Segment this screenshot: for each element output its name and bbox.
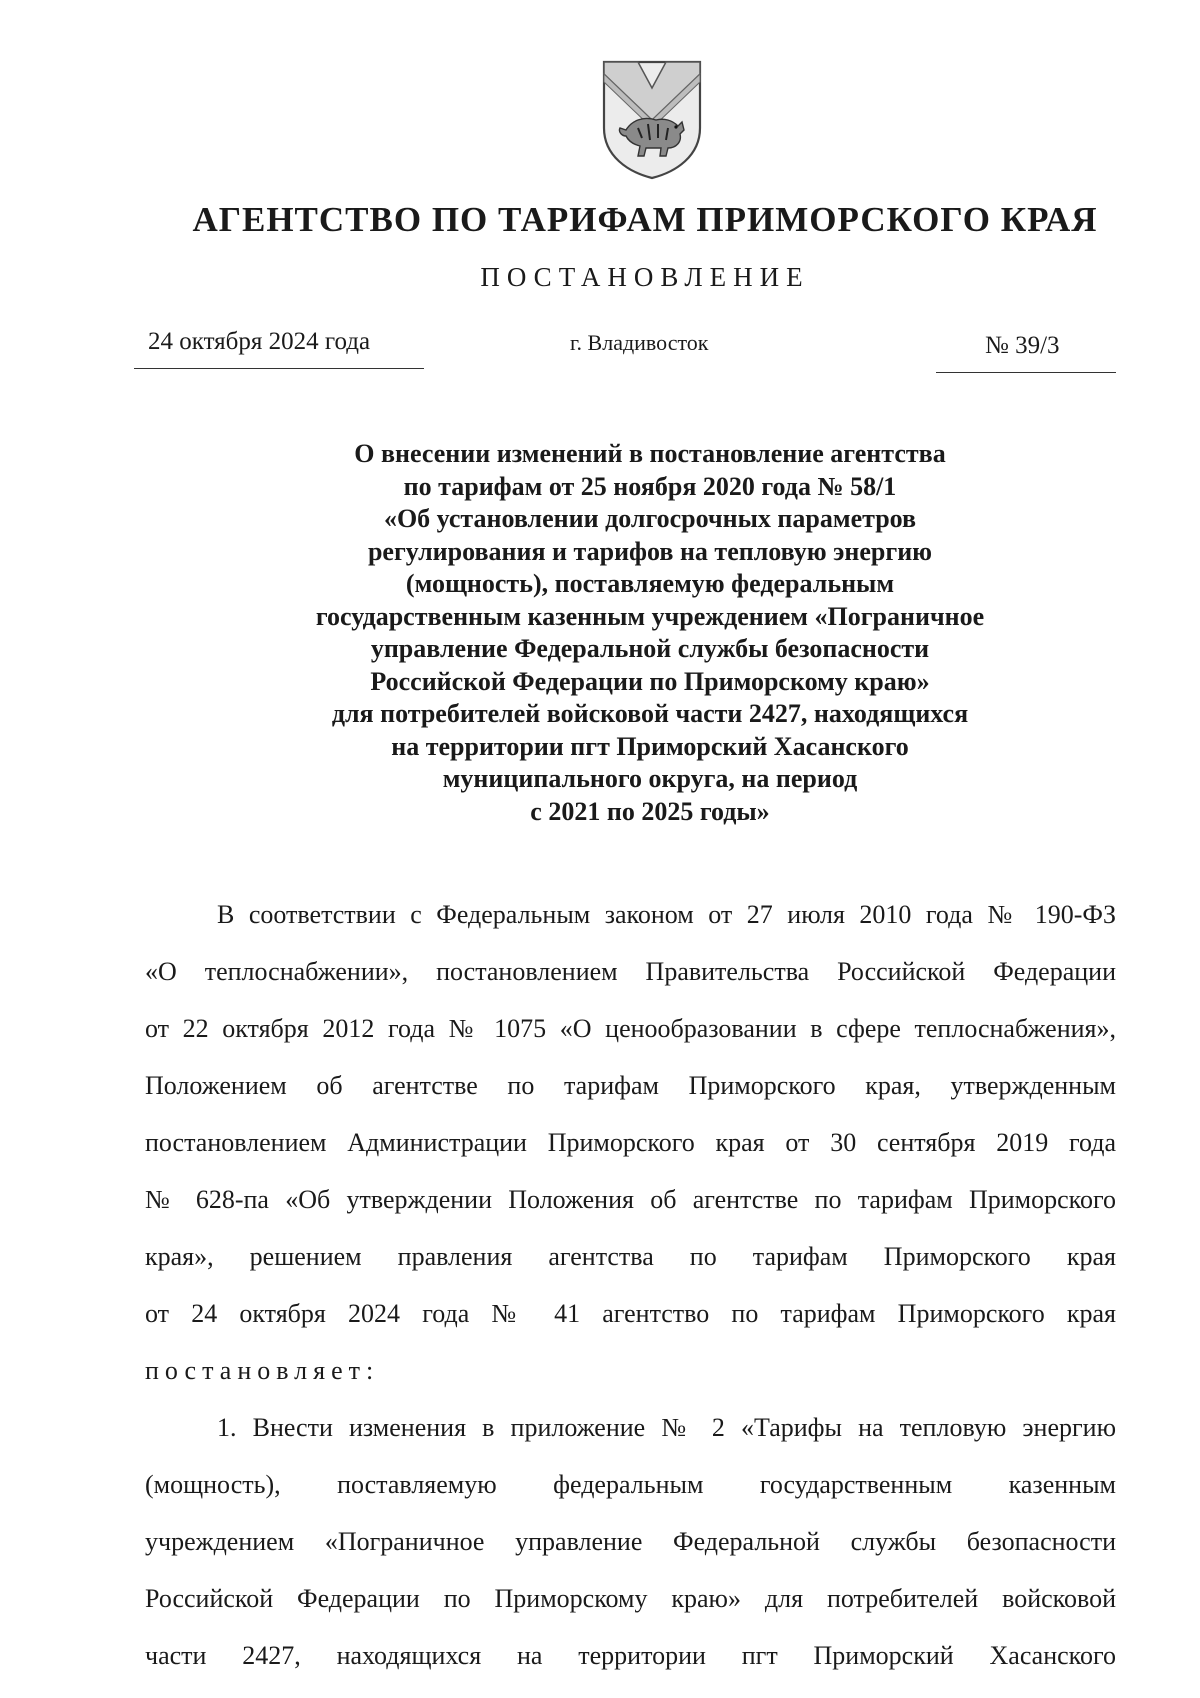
document-type: ПОСТАНОВЛЕНИЕ bbox=[480, 262, 810, 292]
document-city: г. Владивосток bbox=[570, 330, 709, 355]
body-line: 1. Внести изменения в приложение № 2 «Тарифы на тепловую энергию bbox=[217, 1413, 1116, 1442]
document-title bbox=[200, 438, 1100, 828]
title-line: Российской Федерации по Приморскому краю» bbox=[370, 666, 930, 696]
title-line: управление Федеральной службы безопасности bbox=[370, 634, 930, 663]
body-line: учреждением «Пограничное управление Федеральной службы безопасности bbox=[145, 1527, 1116, 1556]
title-line: для потребителей войсковой части 2427, находящихся bbox=[331, 699, 969, 728]
body-line: «О теплоснабжении», постановлением Правительства Российской Федерации bbox=[145, 957, 1116, 986]
title-line: государственным казенным учреждением «Пограничное bbox=[315, 601, 985, 631]
body-line: постановлением Администрации Приморского края от 30 сентября 2019 года bbox=[145, 1128, 1116, 1157]
number-underline bbox=[936, 372, 1116, 373]
body-line: (мощность), поставляемую федеральным государственным казенным bbox=[145, 1470, 1116, 1499]
title-line: «Об установлении долгосрочных параметров bbox=[383, 504, 917, 533]
body-line: Российской Федерации по Приморскому краю» для потребителей войсковой bbox=[145, 1584, 1116, 1613]
body-line: от 22 октября 2012 года № 1075 «О ценообразовании в сфере теплоснабжения», bbox=[145, 1014, 1116, 1043]
title-line: с 2021 по 2025 годы» bbox=[530, 796, 770, 826]
title-line: по тарифам от 25 ноября 2020 года № 58/1 bbox=[403, 471, 897, 501]
title-line: муниципального округа, на период bbox=[442, 764, 858, 793]
document-date: 24 октября 2024 года bbox=[148, 328, 371, 355]
agency-name: АГЕНТСТВО ПО ТАРИФАМ ПРИМОРСКОГО КРАЯ bbox=[192, 200, 1098, 239]
body-line: части 2427, находящихся на территории пгт Приморский Хасанского bbox=[145, 1641, 1116, 1670]
document-number: № 39/3 bbox=[985, 332, 1060, 359]
body-line: Положением об агентстве по тарифам Приморского края, утвержденным bbox=[145, 1071, 1116, 1100]
title-line: (мощность), поставляемую федеральным bbox=[405, 569, 895, 598]
body-line: № 628-па «Об утверждении Положения об агентстве по тарифам Приморского bbox=[145, 1185, 1116, 1214]
body-line: от 24 октября 2024 года № 41 агентство по тарифам Приморского края bbox=[145, 1299, 1116, 1328]
title-line: на территории пгт Приморский Хасанского bbox=[391, 731, 909, 761]
coat-of-arms-icon bbox=[598, 58, 706, 180]
date-underline bbox=[134, 368, 424, 369]
body-line: края», решением правления агентства по тарифам Приморского края bbox=[145, 1242, 1116, 1271]
title-line: О внесении изменений в постановление агентства bbox=[354, 439, 946, 468]
body-line-resolves: постановляет: bbox=[145, 1356, 380, 1385]
body-line: В соответствии с Федеральным законом от 27 июля 2010 года № 190-ФЗ bbox=[217, 900, 1116, 929]
title-line: регулирования и тарифов на тепловую энергию bbox=[367, 536, 933, 566]
